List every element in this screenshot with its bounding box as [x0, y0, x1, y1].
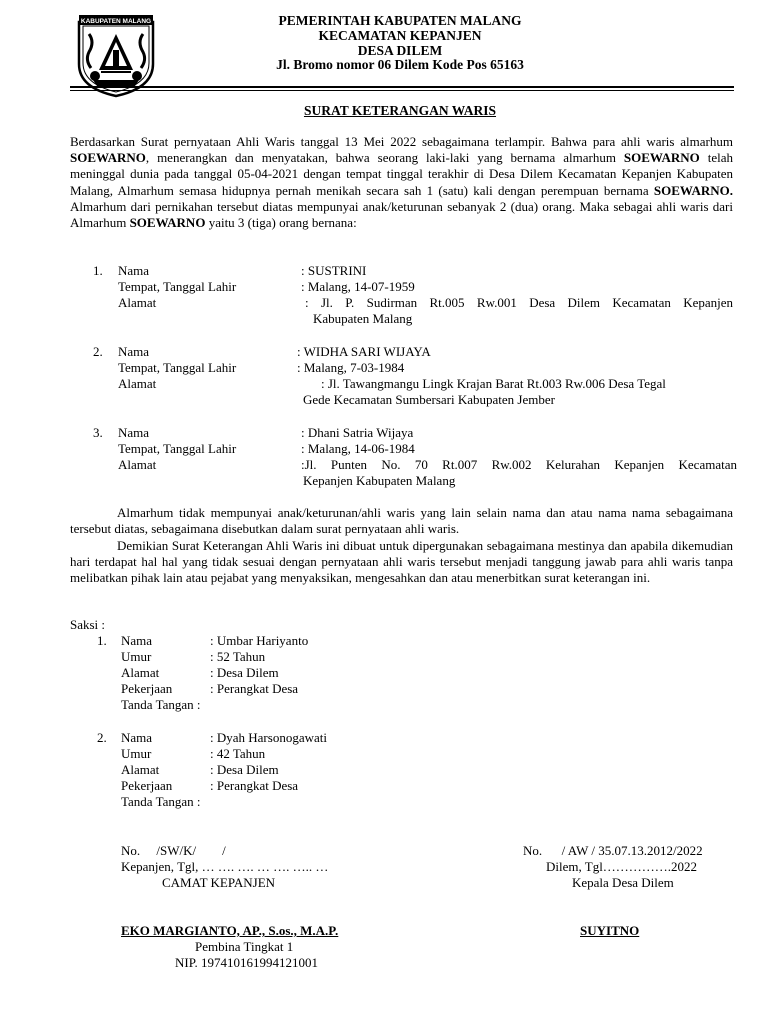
camat-letter-number: No. /SW/K/ /	[121, 843, 226, 858]
kades-letter-number: No. / AW / 35.07.13.2012/2022	[523, 843, 703, 858]
heir-ttl-label: Tempat, Tanggal Lahir	[118, 279, 237, 294]
heir-2-address-line-1: : Jl. Tawangmangu Lingk Krajan Barat Rt.003 Rw.006 Desa Tegal	[321, 376, 666, 391]
witness-1-number: 1.	[97, 633, 107, 648]
heir-3-name: : Dhani Satria Wijaya	[301, 425, 414, 440]
camat-place-date: Kepanjen, Tgl, … …. …. … …. ….. …	[121, 859, 329, 874]
kades-place-date: Dilem, Tgl…………….2022	[546, 859, 698, 874]
witness-1-address: : Desa Dilem	[210, 665, 279, 680]
heir-name-label: Nama	[118, 263, 150, 278]
witness-name-label: Nama	[121, 730, 153, 745]
witness-1-job: : Perangkat Desa	[210, 681, 299, 696]
heir-1-address-line-1: : Jl. P. Sudirman Rt.005 Rw.001 Desa Dilem Kecamatan Kepanjen	[305, 295, 733, 310]
witness-job-label: Pekerjaan	[121, 681, 173, 696]
witness-1-name: : Umbar Hariyanto	[210, 633, 309, 648]
witness-address-label: Alamat	[121, 762, 160, 777]
camat-nip: NIP. 197410161994121001	[175, 955, 319, 970]
witness-1-signature-label: Tanda Tangan :	[121, 697, 201, 712]
camat-role: CAMAT KEPANJEN	[162, 875, 276, 890]
svg-text:KABUPATEN MALANG: KABUPATEN MALANG	[80, 18, 152, 25]
heir-address-label: Alamat	[118, 376, 157, 391]
letterhead-address: Jl. Bromo nomor 06 Dilem Kode Pos 65163	[276, 57, 524, 72]
heir-2-name: : WIDHA SARI WIJAYA	[297, 344, 431, 359]
witness-2-signature-label: Tanda Tangan :	[121, 794, 201, 809]
letterhead-divider	[70, 86, 734, 88]
heir-address-label: Alamat	[118, 457, 157, 472]
heir-3-number: 3.	[93, 425, 103, 440]
witness-address-label: Alamat	[121, 665, 160, 680]
heir-3-address-line-1: :Jl. Punten No. 70 Rt.007 Rw.002 Kelurahan Kepanjen Kecamatan	[301, 457, 737, 472]
letterhead-line-3: DESA DILEM	[357, 43, 443, 58]
heir-ttl-label: Tempat, Tanggal Lahir	[118, 360, 237, 375]
heir-3-ttl: : Malang, 14-06-1984	[301, 441, 415, 456]
heir-1-address-line-2: Kabupaten Malang	[313, 311, 413, 326]
witness-2-number: 2.	[97, 730, 107, 745]
witness-name-label: Nama	[121, 633, 153, 648]
witness-2-age: : 42 Tahun	[210, 746, 266, 761]
document-title: SURAT KETERANGAN WARIS	[303, 103, 497, 118]
no-other-heirs-paragraph: Almarhum tidak mempunyai anak/keturunan/ahli waris yang lain selain nama dan atau nama nama sebagaimana tersebut diatas, sebagaimana disebutkan dalam surat pernyataan ahli waris.	[70, 505, 733, 537]
letterhead-line-2: KECAMATAN KEPANJEN	[318, 28, 482, 43]
heir-1-number: 1.	[93, 263, 103, 278]
heir-address-label: Alamat	[118, 295, 157, 310]
camat-rank: Pembina Tingkat 1	[195, 939, 294, 954]
intro-paragraph: Berdasarkan Surat pernyataan Ahli Waris tanggal 13 Mei 2022 sebagaimana terlampir. Bahwa para ahli waris almarhum SOEWARNO, menerangkan dan menyatakan, bahwa seorang laki-laki yang bernama almarhum SOEWARNO telah meninggal dunia pada tanggal 05-04-2021 dengan tempat tinggal terakhir di Desa Dilem Kecamatan Kepanjen Kabupaten Malang, Almarhum semasa hidupnya pernah menikah secara sah 1 (satu) kali dengan perempuan bernama SOEWARNO. Almarhum dari pernikahan tersebut diatas mempunyai anak/keturunan sebanyak 2 (dua) orang. Maka sebagai ahli waris dari Almarhum SOEWARNO yaitu 3 (tiga) orang bernana:	[70, 134, 734, 231]
heir-1-ttl: : Malang, 14-07-1959	[301, 279, 415, 294]
kades-name: SUYITNO	[580, 923, 640, 938]
kades-role: Kepala Desa Dilem	[572, 875, 674, 890]
letterhead-line-1: PEMERINTAH KABUPATEN MALANG	[278, 13, 522, 28]
witness-2-job: : Perangkat Desa	[210, 778, 299, 793]
heir-1-name: : SUSTRINI	[301, 263, 367, 278]
heir-2-number: 2.	[93, 344, 103, 359]
witness-2-name: : Dyah Harsonogawati	[210, 730, 327, 745]
witness-2-address: : Desa Dilem	[210, 762, 279, 777]
heir-2-address-line-2: Gede Kecamatan Sumbersari Kabupaten Jember	[303, 392, 555, 407]
letterhead-divider-thin	[70, 90, 734, 91]
camat-name: EKO MARGIANTO, AP., S.os., M.A.P.	[121, 923, 339, 938]
heir-2-ttl: : Malang, 7-03-1984	[297, 360, 405, 375]
heir-3-address-line-2: Kepanjen Kabupaten Malang	[303, 473, 456, 488]
witness-age-label: Umur	[121, 746, 152, 761]
closing-paragraph: Demikian Surat Keterangan Ahli Waris ini dibuat untuk dipergunakan sebagaimana mestinya dan apabila dikemudian hari terdapat hal hal yang tidak sesuai dengan pernyataan ahli waris tersebut menjadi tanggung jawab para ahli waris tanpa melibatkan pihak lain atau pejabat yang menyaksikan, mengesahkan dan atau menerbitkan surat keterangan ini.	[70, 538, 733, 586]
heir-ttl-label: Tempat, Tanggal Lahir	[118, 441, 237, 456]
heir-name-label: Nama	[118, 344, 150, 359]
witness-heading: Saksi :	[70, 617, 106, 632]
heir-name-label: Nama	[118, 425, 150, 440]
witness-1-age: : 52 Tahun	[210, 649, 266, 664]
witness-age-label: Umur	[121, 649, 152, 664]
witness-job-label: Pekerjaan	[121, 778, 173, 793]
